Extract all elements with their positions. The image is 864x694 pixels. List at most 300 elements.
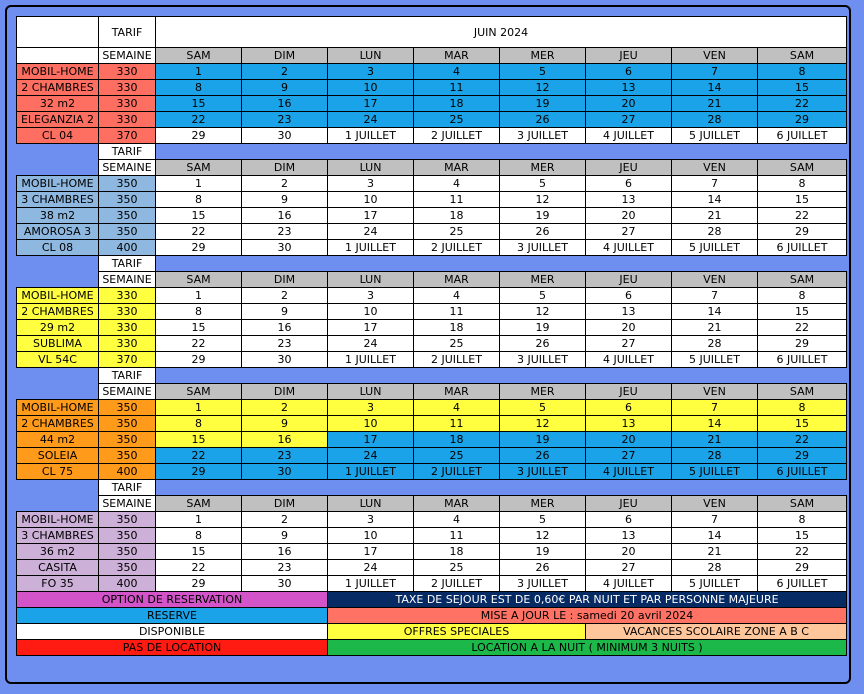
date-cell[interactable]: 20 (586, 320, 672, 336)
date-cell[interactable]: 6 (586, 400, 672, 416)
price-cell: 330 (99, 288, 156, 304)
date-cell[interactable]: 29 (156, 240, 242, 256)
date-cell[interactable]: 29 (758, 448, 847, 464)
unit-label: 29 m2 (17, 320, 99, 336)
table-row (17, 240, 847, 256)
price-cell: 350 (99, 192, 156, 208)
date-cell[interactable]: 13 (586, 528, 672, 544)
date-cell[interactable]: 21 (672, 544, 758, 560)
unit-label: ELEGANZIA 2 (17, 112, 99, 128)
date-cell[interactable]: 1 JUILLET (328, 464, 414, 480)
date-cell[interactable]: 6 JUILLET (758, 576, 847, 592)
date-cell[interactable]: 22 (758, 96, 847, 112)
tarif-header: TARIF (99, 368, 156, 384)
date-cell[interactable]: 24 (328, 336, 414, 352)
unit-label: 44 m2 (17, 432, 99, 448)
date-cell[interactable]: 21 (672, 320, 758, 336)
date-cell[interactable]: 30 (242, 352, 328, 368)
date-cell[interactable]: 13 (586, 304, 672, 320)
date-cell[interactable]: 1 JUILLET (328, 128, 414, 144)
day-header-1: DIM (242, 160, 328, 176)
date-cell[interactable]: 2 (242, 288, 328, 304)
date-cell[interactable]: 27 (586, 448, 672, 464)
table-row (17, 304, 847, 320)
date-cell[interactable]: 18 (414, 96, 500, 112)
date-cell[interactable]: 22 (156, 336, 242, 352)
date-cell[interactable]: 28 (672, 448, 758, 464)
date-cell[interactable]: 4 (414, 288, 500, 304)
price-cell: 350 (99, 176, 156, 192)
date-cell[interactable]: 1 (156, 288, 242, 304)
day-header-0: SAM (156, 384, 242, 400)
date-cell[interactable]: 15 (156, 432, 242, 448)
date-cell[interactable]: 20 (586, 544, 672, 560)
date-cell[interactable]: 29 (758, 224, 847, 240)
date-cell[interactable]: 21 (672, 96, 758, 112)
table-row (17, 400, 847, 416)
date-cell[interactable]: 29 (758, 560, 847, 576)
date-cell[interactable]: 30 (242, 240, 328, 256)
unit-label: 3 CHAMBRES (17, 192, 99, 208)
unit-label: SUBLIMA (17, 336, 99, 352)
date-cell[interactable]: 9 (242, 192, 328, 208)
date-cell[interactable]: 3 JUILLET (500, 352, 586, 368)
date-cell[interactable]: 22 (758, 208, 847, 224)
spacer-cell (156, 480, 847, 496)
table-row (17, 288, 847, 304)
date-cell[interactable]: 1 JUILLET (328, 240, 414, 256)
day-header-2: LUN (328, 384, 414, 400)
date-cell[interactable]: 6 (586, 512, 672, 528)
date-cell[interactable]: 16 (242, 544, 328, 560)
date-cell[interactable]: 23 (242, 448, 328, 464)
unit-label: MOBIL-HOME (17, 288, 99, 304)
date-cell[interactable]: 4 (414, 64, 500, 80)
date-cell[interactable]: 6 JUILLET (758, 128, 847, 144)
date-cell[interactable]: 9 (242, 80, 328, 96)
date-cell[interactable]: 10 (328, 304, 414, 320)
tarif-header: TARIF (99, 256, 156, 272)
date-cell[interactable]: 15 (156, 96, 242, 112)
day-header-3: MAR (414, 160, 500, 176)
date-cell[interactable]: 8 (156, 416, 242, 432)
date-cell[interactable]: 6 (586, 288, 672, 304)
date-cell[interactable]: 24 (328, 560, 414, 576)
table-row (17, 416, 847, 432)
date-cell[interactable]: 5 (500, 64, 586, 80)
table-row (17, 448, 847, 464)
date-cell[interactable]: 29 (156, 352, 242, 368)
date-cell[interactable]: 17 (328, 544, 414, 560)
day-header-3: MAR (414, 48, 500, 64)
date-cell[interactable]: 14 (672, 80, 758, 96)
date-cell[interactable]: 30 (242, 576, 328, 592)
date-cell[interactable]: 22 (758, 432, 847, 448)
date-cell[interactable]: 29 (758, 112, 847, 128)
date-cell[interactable]: 15 (758, 304, 847, 320)
date-cell[interactable]: 11 (414, 304, 500, 320)
date-cell[interactable]: 8 (156, 304, 242, 320)
unit-label: VL 54C (17, 352, 99, 368)
date-cell[interactable]: 16 (242, 208, 328, 224)
date-cell[interactable]: 2 JUILLET (414, 240, 500, 256)
date-cell[interactable]: 19 (500, 96, 586, 112)
date-cell[interactable]: 5 (500, 288, 586, 304)
unit-label: CL 04 (17, 128, 99, 144)
unit-label: MOBIL-HOME (17, 400, 99, 416)
date-cell[interactable]: 25 (414, 448, 500, 464)
day-header-4: MER (500, 496, 586, 512)
date-cell[interactable]: 3 JUILLET (500, 576, 586, 592)
date-cell[interactable]: 25 (414, 224, 500, 240)
date-cell[interactable]: 26 (500, 448, 586, 464)
date-cell[interactable]: 26 (500, 112, 586, 128)
day-header-7: SAM (758, 272, 847, 288)
date-cell[interactable]: 29 (156, 128, 242, 144)
date-cell[interactable]: 5 JUILLET (672, 576, 758, 592)
date-cell[interactable]: 17 (328, 96, 414, 112)
day-header-4: MER (500, 272, 586, 288)
date-cell[interactable]: 13 (586, 416, 672, 432)
date-cell[interactable]: 3 JUILLET (500, 464, 586, 480)
date-cell[interactable]: 10 (328, 528, 414, 544)
date-cell[interactable]: 4 JUILLET (586, 128, 672, 144)
date-cell[interactable]: 25 (414, 112, 500, 128)
date-cell[interactable]: 20 (586, 208, 672, 224)
date-cell[interactable]: 2 (242, 176, 328, 192)
day-header-7: SAM (758, 48, 847, 64)
tarif-header: TARIF (99, 144, 156, 160)
day-header-3: MAR (414, 496, 500, 512)
legend-option-reservation: OPTION DE RESERVATION (17, 592, 328, 608)
date-cell[interactable]: 23 (242, 336, 328, 352)
spacer-cell (17, 160, 99, 176)
date-cell[interactable]: 28 (672, 112, 758, 128)
date-cell[interactable]: 23 (242, 560, 328, 576)
date-cell[interactable]: 16 (242, 96, 328, 112)
date-cell[interactable]: 23 (242, 224, 328, 240)
date-cell[interactable]: 7 (672, 512, 758, 528)
spacer-cell (156, 368, 847, 384)
date-cell[interactable]: 5 (500, 512, 586, 528)
date-cell[interactable]: 4 (414, 400, 500, 416)
date-cell[interactable]: 2 JUILLET (414, 128, 500, 144)
date-cell[interactable]: 14 (672, 192, 758, 208)
spacer-cell (17, 256, 99, 272)
date-cell[interactable]: 28 (672, 224, 758, 240)
date-cell[interactable]: 18 (414, 432, 500, 448)
semaine-header: SEMAINE (99, 384, 156, 400)
spacer-cell (17, 368, 99, 384)
date-cell[interactable]: 13 (586, 80, 672, 96)
day-header-6: VEN (672, 48, 758, 64)
date-cell[interactable]: 2 JUILLET (414, 464, 500, 480)
tarif-header: TARIF (99, 17, 156, 48)
price-cell: 400 (99, 240, 156, 256)
legend-reserve: RESERVE (17, 608, 328, 624)
date-cell[interactable]: 21 (672, 432, 758, 448)
date-cell[interactable]: 10 (328, 80, 414, 96)
date-cell[interactable]: 11 (414, 416, 500, 432)
date-cell[interactable]: 17 (328, 208, 414, 224)
date-cell[interactable]: 8 (758, 512, 847, 528)
table-row (17, 544, 847, 560)
date-cell[interactable]: 27 (586, 112, 672, 128)
day-header-7: SAM (758, 384, 847, 400)
date-cell[interactable]: 1 (156, 176, 242, 192)
date-cell[interactable]: 5 (500, 176, 586, 192)
date-cell[interactable]: 15 (758, 528, 847, 544)
date-cell[interactable]: 15 (758, 80, 847, 96)
date-cell[interactable]: 7 (672, 288, 758, 304)
unit-label: CASITA (17, 560, 99, 576)
table-row (17, 464, 847, 480)
table-row (17, 80, 847, 96)
date-cell[interactable]: 28 (672, 336, 758, 352)
price-cell: 400 (99, 576, 156, 592)
date-cell[interactable]: 8 (156, 192, 242, 208)
date-cell[interactable]: 13 (586, 192, 672, 208)
table-row (17, 112, 847, 128)
price-cell: 350 (99, 560, 156, 576)
date-cell[interactable]: 22 (156, 112, 242, 128)
spacer-cell (17, 384, 99, 400)
date-cell[interactable]: 14 (672, 416, 758, 432)
day-header-0: SAM (156, 48, 242, 64)
day-header-5: JEU (586, 384, 672, 400)
date-cell[interactable]: 1 JUILLET (328, 352, 414, 368)
price-cell: 350 (99, 512, 156, 528)
legend-pas-de-location: PAS DE LOCATION (17, 640, 328, 656)
date-cell[interactable]: 6 JUILLET (758, 352, 847, 368)
date-cell[interactable]: 18 (414, 208, 500, 224)
date-cell[interactable]: 1 (156, 512, 242, 528)
date-cell[interactable]: 3 (328, 64, 414, 80)
date-cell[interactable]: 11 (414, 80, 500, 96)
date-cell[interactable]: 30 (242, 128, 328, 144)
date-cell[interactable]: 1 JUILLET (328, 576, 414, 592)
date-cell[interactable]: 26 (500, 560, 586, 576)
date-cell[interactable]: 20 (586, 432, 672, 448)
table-row (17, 560, 847, 576)
unit-label: MOBIL-HOME (17, 176, 99, 192)
date-cell[interactable]: 3 (328, 400, 414, 416)
date-cell[interactable]: 4 (414, 176, 500, 192)
date-cell[interactable]: 5 JUILLET (672, 128, 758, 144)
date-cell[interactable]: 8 (758, 288, 847, 304)
date-cell[interactable]: 6 JUILLET (758, 240, 847, 256)
date-cell[interactable]: 8 (758, 64, 847, 80)
date-cell[interactable]: 16 (242, 432, 328, 448)
spacer-cell (17, 144, 99, 160)
date-cell[interactable]: 24 (328, 112, 414, 128)
date-cell[interactable]: 2 (242, 512, 328, 528)
day-header-6: VEN (672, 272, 758, 288)
date-cell[interactable]: 2 (242, 64, 328, 80)
date-cell[interactable]: 21 (672, 208, 758, 224)
date-cell[interactable]: 19 (500, 432, 586, 448)
month-title: JUIN 2024 (156, 17, 847, 48)
legend-taxe-sejour: TAXE DE SEJOUR EST DE 0,60€ PAR NUIT ET PAR PERSONNE MAJEURE (328, 592, 847, 608)
table-row (17, 320, 847, 336)
date-cell[interactable]: 22 (156, 448, 242, 464)
date-cell[interactable]: 15 (156, 320, 242, 336)
date-cell[interactable]: 4 JUILLET (586, 352, 672, 368)
date-cell[interactable]: 18 (414, 544, 500, 560)
date-cell[interactable]: 20 (586, 96, 672, 112)
unit-label: 2 CHAMBRES (17, 304, 99, 320)
table-row (17, 96, 847, 112)
date-cell[interactable]: 12 (500, 528, 586, 544)
day-header-2: LUN (328, 272, 414, 288)
day-header-5: JEU (586, 496, 672, 512)
date-cell[interactable]: 19 (500, 320, 586, 336)
day-header-1: DIM (242, 48, 328, 64)
date-cell[interactable]: 23 (242, 112, 328, 128)
unit-label: MOBIL-HOME (17, 512, 99, 528)
date-cell[interactable]: 17 (328, 432, 414, 448)
date-cell[interactable]: 30 (242, 464, 328, 480)
date-cell[interactable]: 27 (586, 560, 672, 576)
date-cell[interactable]: 4 JUILLET (586, 464, 672, 480)
date-cell[interactable]: 9 (242, 304, 328, 320)
date-cell[interactable]: 8 (758, 400, 847, 416)
table-row (17, 336, 847, 352)
day-header-3: MAR (414, 272, 500, 288)
date-cell[interactable]: 3 JUILLET (500, 128, 586, 144)
unit-label: CL 75 (17, 464, 99, 480)
date-cell[interactable]: 12 (500, 192, 586, 208)
date-cell[interactable]: 29 (156, 464, 242, 480)
date-cell[interactable]: 15 (156, 208, 242, 224)
date-cell[interactable]: 5 JUILLET (672, 352, 758, 368)
price-cell: 330 (99, 304, 156, 320)
day-header-0: SAM (156, 272, 242, 288)
tarif-header: TARIF (99, 480, 156, 496)
date-cell[interactable]: 24 (328, 224, 414, 240)
date-cell[interactable]: 2 (242, 400, 328, 416)
date-cell[interactable]: 8 (156, 528, 242, 544)
date-cell[interactable]: 27 (586, 336, 672, 352)
date-cell[interactable]: 6 (586, 64, 672, 80)
price-cell: 330 (99, 96, 156, 112)
date-cell[interactable]: 22 (156, 560, 242, 576)
date-cell[interactable]: 29 (758, 336, 847, 352)
date-cell[interactable]: 15 (758, 192, 847, 208)
date-cell[interactable]: 6 (586, 176, 672, 192)
date-cell[interactable]: 24 (328, 448, 414, 464)
date-cell[interactable]: 4 JUILLET (586, 240, 672, 256)
date-cell[interactable]: 12 (500, 80, 586, 96)
price-cell: 370 (99, 352, 156, 368)
date-cell[interactable]: 1 (156, 400, 242, 416)
price-cell: 330 (99, 320, 156, 336)
date-cell[interactable]: 22 (758, 320, 847, 336)
price-cell: 350 (99, 432, 156, 448)
date-cell[interactable]: 27 (586, 224, 672, 240)
date-cell[interactable]: 17 (328, 320, 414, 336)
unit-label: FO 35 (17, 576, 99, 592)
date-cell[interactable]: 12 (500, 304, 586, 320)
date-cell[interactable]: 3 (328, 512, 414, 528)
day-header-4: MER (500, 384, 586, 400)
date-cell[interactable]: 25 (414, 560, 500, 576)
date-cell[interactable]: 16 (242, 320, 328, 336)
date-cell[interactable]: 5 (500, 400, 586, 416)
date-cell[interactable]: 5 JUILLET (672, 464, 758, 480)
date-cell[interactable]: 7 (672, 176, 758, 192)
date-cell[interactable]: 7 (672, 400, 758, 416)
date-cell[interactable]: 18 (414, 320, 500, 336)
table-row (17, 432, 847, 448)
date-cell[interactable]: 11 (414, 528, 500, 544)
date-cell[interactable]: 10 (328, 192, 414, 208)
date-cell[interactable]: 8 (758, 176, 847, 192)
legend-mise-a-jour: MISE A JOUR LE : samedi 20 avril 2024 (328, 608, 847, 624)
table-row (17, 192, 847, 208)
date-cell[interactable]: 28 (672, 560, 758, 576)
date-cell[interactable]: 14 (672, 304, 758, 320)
table-row (17, 176, 847, 192)
date-cell[interactable]: 6 JUILLET (758, 464, 847, 480)
unit-label: SOLEIA (17, 448, 99, 464)
spacer-cell (17, 496, 99, 512)
date-cell[interactable]: 25 (414, 336, 500, 352)
date-cell[interactable]: 10 (328, 416, 414, 432)
date-cell[interactable]: 4 (414, 512, 500, 528)
date-cell[interactable]: 1 (156, 64, 242, 80)
date-cell[interactable]: 11 (414, 192, 500, 208)
date-cell[interactable]: 3 (328, 176, 414, 192)
date-cell[interactable]: 22 (156, 224, 242, 240)
table-row (17, 512, 847, 528)
date-cell[interactable]: 29 (156, 576, 242, 592)
date-cell[interactable]: 4 JUILLET (586, 576, 672, 592)
date-cell[interactable]: 3 (328, 288, 414, 304)
date-cell[interactable]: 22 (758, 544, 847, 560)
day-header-1: DIM (242, 496, 328, 512)
spacer-cell (156, 144, 847, 160)
table-row (17, 208, 847, 224)
date-cell[interactable]: 9 (242, 528, 328, 544)
day-header-3: MAR (414, 384, 500, 400)
day-header-6: VEN (672, 160, 758, 176)
date-cell[interactable]: 19 (500, 544, 586, 560)
date-cell[interactable]: 2 JUILLET (414, 352, 500, 368)
table-row (17, 576, 847, 592)
date-cell[interactable]: 5 JUILLET (672, 240, 758, 256)
date-cell[interactable]: 7 (672, 64, 758, 80)
date-cell[interactable]: 19 (500, 208, 586, 224)
date-cell[interactable]: 26 (500, 224, 586, 240)
day-header-4: MER (500, 48, 586, 64)
date-cell[interactable]: 14 (672, 528, 758, 544)
date-cell[interactable]: 8 (156, 80, 242, 96)
date-cell[interactable]: 15 (156, 544, 242, 560)
date-cell[interactable]: 2 JUILLET (414, 576, 500, 592)
table-row (17, 128, 847, 144)
day-header-6: VEN (672, 496, 758, 512)
date-cell[interactable]: 9 (242, 416, 328, 432)
semaine-header: SEMAINE (99, 48, 156, 64)
unit-label: AMOROSA 3 (17, 224, 99, 240)
date-cell[interactable]: 3 JUILLET (500, 240, 586, 256)
price-cell: 350 (99, 400, 156, 416)
date-cell[interactable]: 26 (500, 336, 586, 352)
date-cell[interactable]: 15 (758, 416, 847, 432)
unit-label: 2 CHAMBRES (17, 80, 99, 96)
date-cell[interactable]: 12 (500, 416, 586, 432)
